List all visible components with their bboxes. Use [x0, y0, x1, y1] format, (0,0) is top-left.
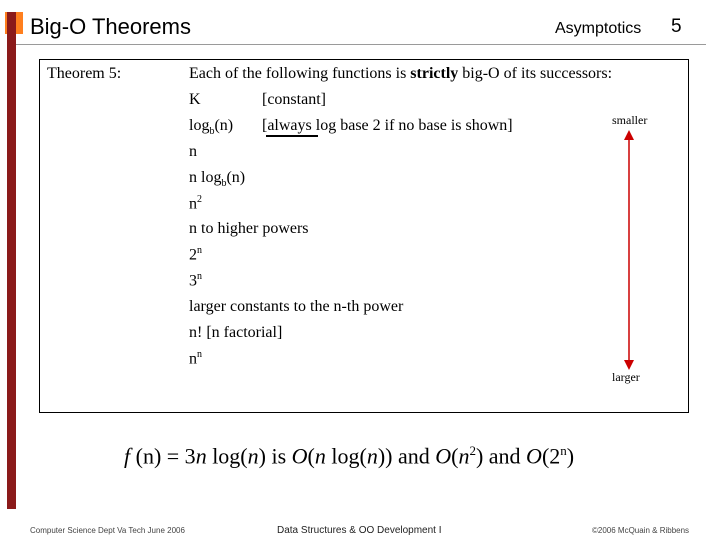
formula-big-o: O — [291, 443, 308, 469]
function-row-constant: K — [189, 91, 201, 108]
formula-big-o: O — [435, 443, 452, 469]
n-base: n — [189, 195, 197, 213]
two-base: 2 — [189, 246, 197, 264]
header-divider — [16, 44, 706, 45]
function-row-higher-powers: n to higher powers — [189, 220, 309, 237]
double-arrow-icon — [619, 130, 639, 370]
formula-part: (n) = 3 — [130, 443, 196, 469]
formula-var: n — [195, 443, 207, 469]
example-formula — [124, 443, 574, 469]
theorem-box — [39, 59, 689, 413]
nlog-text: n log — [189, 169, 222, 186]
arrow-bottom-label: larger — [612, 370, 640, 384]
formula-var: n — [314, 443, 326, 469]
theorem-intro — [189, 65, 612, 83]
formula-part: log( — [206, 443, 248, 469]
log-text: log — [189, 117, 210, 134]
formula-part: ) is — [258, 443, 292, 469]
function-row-larger-constants: larger constants to the n-th power — [189, 298, 404, 315]
function-row-3-to-n — [189, 271, 202, 290]
function-row-n: n — [189, 143, 197, 160]
n-squared-exponent: 2 — [197, 194, 202, 205]
formula-part: ) and — [475, 443, 527, 469]
note-rest: log base 2 if no base is shown] — [311, 117, 513, 134]
n-to-n-exponent: n — [197, 349, 202, 360]
note-bracket: [ — [262, 117, 268, 134]
function-note-log — [262, 117, 513, 135]
function-note-constant: [constant] — [262, 91, 326, 108]
function-row-log — [189, 117, 233, 137]
formula-part: ) — [566, 443, 575, 469]
formula-part: ( — [451, 443, 459, 469]
nlog-arg: (n) — [226, 169, 246, 186]
note-always: always — [267, 117, 312, 134]
formula-var: n — [366, 443, 378, 469]
formula-part: (2 — [541, 443, 561, 469]
nlog-base-subscript: b — [221, 178, 227, 190]
function-row-factorial: n! [n factorial] — [189, 324, 283, 341]
function-row-2-to-n — [189, 245, 202, 264]
slide-title: Big-O Theorems — [30, 14, 191, 39]
always-underline — [266, 135, 318, 137]
log-base-subscript: b — [209, 126, 215, 138]
three-base: 3 — [189, 272, 197, 290]
section-name: Asymptotics — [555, 20, 642, 37]
n-to-n-base: n — [189, 350, 197, 368]
function-row-nlogn — [189, 169, 245, 189]
formula-part: ( — [307, 443, 315, 469]
footer-copyright: ©2006 McQuain & Ribbens — [592, 526, 690, 535]
function-row-n-to-n — [189, 349, 202, 368]
page-number: 5 — [671, 16, 682, 37]
formula-f: f — [124, 443, 131, 469]
arrow-top-label: smaller — [612, 113, 648, 127]
two-exponent: n — [197, 245, 202, 256]
footer-left-text: Computer Science Dept Va Tech June 2006 — [30, 526, 185, 535]
intro-text-end: big-O of its successors: — [458, 65, 613, 82]
intro-text: Each of the following functions is — [189, 65, 411, 82]
slide-left-bar — [7, 12, 16, 509]
formula-var: n — [458, 443, 470, 469]
formula-big-o: O — [526, 443, 542, 469]
three-exponent: n — [197, 271, 202, 282]
formula-part: log( — [325, 443, 367, 469]
formula-exponent: 2 — [469, 443, 476, 458]
theorem-label: Theorem 5: — [47, 65, 122, 82]
formula-part: )) and — [377, 443, 436, 469]
formula-var: n — [247, 443, 259, 469]
log-arg: (n) — [214, 117, 234, 134]
formula-exponent: n — [560, 443, 567, 458]
intro-bold-word: strictly — [410, 65, 459, 82]
footer-course-title: Data Structures & OO Development I — [277, 525, 442, 536]
function-row-n-squared — [189, 194, 202, 213]
